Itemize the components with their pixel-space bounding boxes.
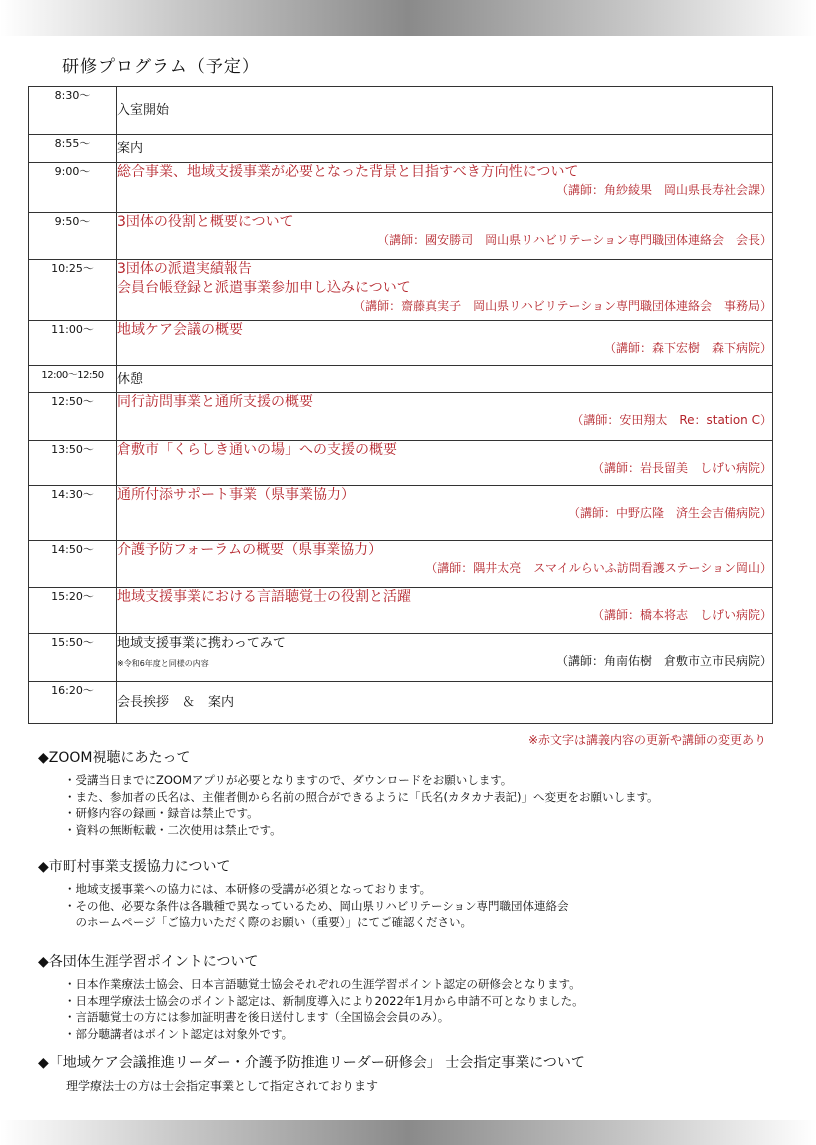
schedule-content [117, 393, 773, 441]
schedule-time: 12:00～12:50 [29, 366, 117, 393]
session-lecturer: （講師：安田翔太 Re：station C） [571, 413, 772, 427]
schedule-time: 9:50～ [29, 213, 117, 260]
page-title: 研修プログラム（予定） [62, 57, 260, 77]
schedule-content [117, 366, 773, 393]
session-title: 3団体の派遣実績報告 [117, 261, 252, 277]
municipal-item: ・地域支援事業への協力には、本研修の受講が必須となっております。 [64, 882, 432, 896]
schedule-time: 14:30～ [29, 486, 117, 541]
schedule-time: 8:55～ [29, 135, 117, 163]
session-lecturer: （講師：隅井太亮 スマイルらいふ訪問看護ステーション岡山） [425, 561, 772, 575]
session-title: 介護予防フォーラムの概要（県事業協力） [117, 542, 383, 558]
session-title: 休憩 [117, 371, 144, 387]
leader-section [38, 1053, 778, 1095]
session-title: 会長挨拶 ＆ 案内 [117, 695, 235, 710]
bottom-gradient-band [0, 1120, 816, 1145]
points-item: ・日本作業療法士協会、日本言語聴覚士協会それぞれの生涯学習ポイント認定の研修会となります。 [64, 977, 581, 991]
session-title: 同行訪問事業と通所支援の概要 [117, 394, 313, 410]
session-lecturer: （講師：國安勝司 岡山県リハビリテーション専門職団体連絡会 会長） [377, 233, 772, 247]
session-note: ※令和6年度と同様の内容 [117, 659, 209, 668]
schedule-row [29, 163, 773, 213]
schedule-content [117, 135, 773, 163]
schedule-row [29, 588, 773, 634]
schedule-time: 16:20～ [29, 682, 117, 724]
schedule-time: 14:50～ [29, 541, 117, 588]
zoom-item: ・資料の無断転載・二次使用は禁止です。 [64, 822, 282, 837]
schedule-row [29, 541, 773, 588]
schedule-row [29, 441, 773, 486]
schedule-content [117, 588, 773, 634]
leader-heading: ◆「地域ケア会議推進リーダー・介護予防推進リーダー研修会」 士会指定事業について [38, 1055, 585, 1071]
schedule-row [29, 682, 773, 724]
schedule-row [29, 321, 773, 366]
points-heading: ◆各団体生涯学習ポイントについて [38, 954, 259, 970]
session-title: 総合事業、地域支援事業が必要となった背景と目指すべき方向性について [117, 164, 579, 180]
zoom-section [38, 748, 778, 838]
schedule-content [117, 260, 773, 321]
zoom-heading: ◆ZOOM視聴にあたって [38, 750, 191, 766]
zoom-item: ・また、参加者の氏名は、主催者側から名前の照合ができるように「氏名(カタカナ表記)」へ変更をお願いします。 [64, 789, 659, 804]
session-lecturer: （講師：森下宏樹 森下病院） [603, 341, 772, 355]
schedule-content [117, 634, 773, 682]
session-lecturer: （講師：角紗綾果 岡山県長寿社会課） [555, 183, 772, 197]
top-gradient-band [0, 0, 816, 36]
session-lecturer: （講師：齋藤真実子 岡山県リハビリテーション専門職団体連絡会 事務局） [353, 299, 772, 313]
schedule-content [117, 213, 773, 260]
schedule-row [29, 486, 773, 541]
schedule-content [117, 682, 773, 724]
schedule-time: 8:30～ [29, 87, 117, 135]
schedule-row [29, 260, 773, 321]
schedule-time: 13:50～ [29, 441, 117, 486]
points-section [38, 952, 778, 1042]
schedule-row [29, 87, 773, 135]
session-title: 会員台帳登録と派遣事業参加申し込みについて [117, 280, 411, 296]
schedule-time: 12:50～ [29, 393, 117, 441]
session-title: 案内 [117, 141, 144, 156]
session-title: 倉敷市「くらしき通いの場」への支援の概要 [117, 442, 397, 458]
zoom-item: ・研修内容の録画・録音は禁止です。 [64, 806, 259, 820]
zoom-item: ・受講当日までにZOOMアプリが必要となりますので、ダウンロードをお願いします。 [64, 773, 513, 787]
schedule-time: 15:50～ [29, 634, 117, 682]
municipal-heading: ◆市町村事業支援協力について [38, 859, 231, 875]
schedule-content [117, 163, 773, 213]
schedule-row [29, 634, 773, 682]
schedule-row [29, 393, 773, 441]
schedule-content [117, 441, 773, 486]
points-item: ・日本理学療法士協会のポイント認定は、新制度導入により2022年1月から申請不可となりました。 [64, 993, 584, 1008]
schedule-time: 9:00～ [29, 163, 117, 213]
municipal-item: ・その他、必要な条件は各職種で異なっているため、岡山県リハビリテーション専門職団体連絡会 [64, 898, 569, 913]
schedule-row [29, 213, 773, 260]
schedule-time: 11:00～ [29, 321, 117, 366]
leader-body: 理学療法士の方は士会指定事業として指定されております [66, 1079, 379, 1093]
session-lecturer: （講師：角南佑樹 倉敷市立市民病院） [555, 654, 772, 668]
session-lecturer: （講師：中野広隆 済生会吉備病院） [567, 506, 772, 520]
schedule-row [29, 135, 773, 163]
schedule-content [117, 541, 773, 588]
red-text-note: ※赤文字は講義内容の更新や講師の変更あり [527, 733, 766, 747]
schedule-content [117, 486, 773, 541]
schedule-time: 10:25～ [29, 260, 117, 321]
session-title: 通所付添サポート事業（県事業協力） [117, 487, 355, 503]
schedule-content [117, 87, 773, 135]
schedule-time: 15:20～ [29, 588, 117, 634]
municipal-section [38, 857, 778, 931]
session-lecturer: （講師：岩長留美 しげい病院） [591, 461, 772, 475]
session-title: 地域支援事業に携わってみて [117, 636, 286, 651]
schedule-row [29, 366, 773, 393]
schedule-content [117, 321, 773, 366]
session-title: 3団体の役割と概要について [117, 214, 294, 230]
schedule-table [28, 86, 773, 724]
session-lecturer: （講師：橋本将志 しげい病院） [591, 608, 772, 622]
session-title: 地域ケア会議の概要 [117, 322, 243, 338]
session-title: 入室開始 [117, 103, 170, 118]
session-title: 地域支援事業における言語聴覚士の役割と活躍 [117, 589, 411, 605]
points-item: ・言語聴覚士の方には参加証明書を後日送付します（全国協会会員のみ）。 [64, 1010, 450, 1024]
points-item: ・部分聴講者はポイント認定は対象外です。 [64, 1026, 294, 1041]
municipal-item: のホームページ「ご協力いただく際のお願い（重要）」にてご確認ください。 [64, 915, 473, 929]
